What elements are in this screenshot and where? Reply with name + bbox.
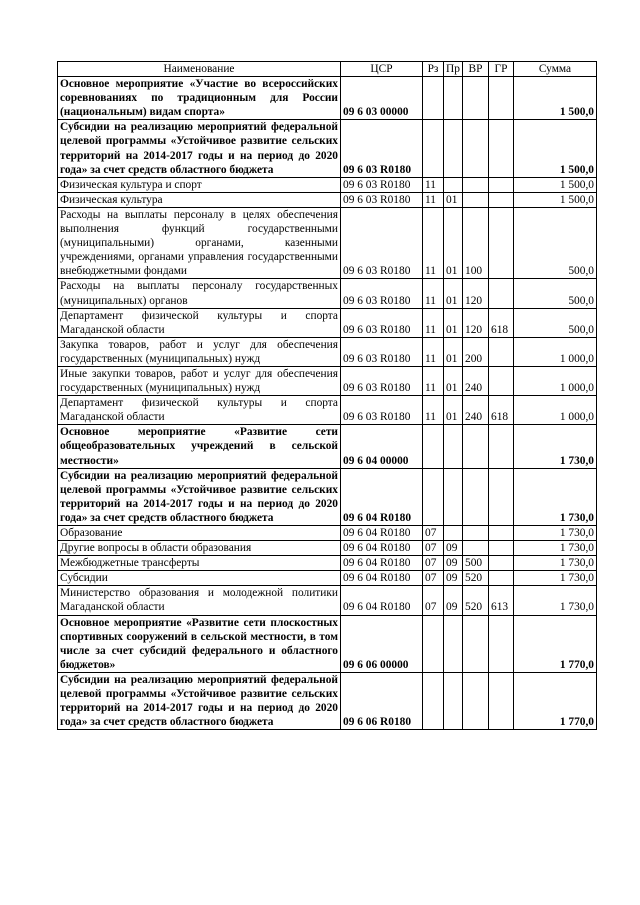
header-pr: Пр — [444, 62, 463, 77]
cell-vr: 520 — [463, 571, 489, 586]
cell-name: Другие вопросы в области образования — [58, 541, 341, 556]
cell-pr: 01 — [444, 337, 463, 366]
table-body — [58, 77, 597, 730]
table-row — [58, 337, 597, 366]
cell-rz: 11 — [423, 192, 444, 207]
cell-pr: 01 — [444, 207, 463, 278]
table-row — [58, 396, 597, 425]
cell-vr — [463, 672, 489, 729]
cell-csr: 09 6 04 R0180 — [341, 526, 423, 541]
cell-csr: 09 6 03 00000 — [341, 77, 423, 120]
cell-csr: 09 6 03 R0180 — [341, 120, 423, 177]
table-row — [58, 366, 597, 395]
cell-vr — [463, 615, 489, 672]
cell-sum: 1 000,0 — [514, 337, 597, 366]
cell-pr — [444, 468, 463, 525]
cell-gr — [489, 556, 514, 571]
cell-sum: 1 770,0 — [514, 672, 597, 729]
cell-csr: 09 6 04 R0180 — [341, 586, 423, 615]
cell-sum: 1 770,0 — [514, 615, 597, 672]
cell-sum: 1 000,0 — [514, 366, 597, 395]
table-header-row — [58, 62, 597, 77]
cell-pr — [444, 615, 463, 672]
cell-name: Закупка товаров, работ и услуг для обеспечения государственных (муниципальных) нужд — [58, 337, 341, 366]
cell-csr: 09 6 03 R0180 — [341, 192, 423, 207]
cell-vr: 120 — [463, 308, 489, 337]
cell-rz — [423, 77, 444, 120]
cell-gr — [489, 672, 514, 729]
cell-pr: 09 — [444, 571, 463, 586]
cell-pr — [444, 77, 463, 120]
cell-vr: 120 — [463, 279, 489, 308]
cell-csr: 09 6 04 R0180 — [341, 556, 423, 571]
cell-rz — [423, 425, 444, 468]
cell-csr: 09 6 04 R0180 — [341, 468, 423, 525]
table-row — [58, 672, 597, 729]
table-row — [58, 120, 597, 177]
cell-csr: 09 6 03 R0180 — [341, 366, 423, 395]
cell-gr — [489, 526, 514, 541]
cell-sum: 1 730,0 — [514, 468, 597, 525]
cell-vr — [463, 177, 489, 192]
cell-sum: 500,0 — [514, 308, 597, 337]
cell-pr: 01 — [444, 366, 463, 395]
cell-pr: 01 — [444, 396, 463, 425]
cell-name: Расходы на выплаты персоналу государственных (муниципальных) органов — [58, 279, 341, 308]
cell-name: Основное мероприятие «Развитие сети общеобразовательных учреждений в сельской местности» — [58, 425, 341, 468]
table-row — [58, 586, 597, 615]
cell-name: Иные закупки товаров, работ и услуг для обеспечения государственных (муниципальных) нужд — [58, 366, 341, 395]
cell-gr — [489, 192, 514, 207]
table-row — [58, 192, 597, 207]
table-row — [58, 177, 597, 192]
cell-pr: 09 — [444, 556, 463, 571]
cell-rz — [423, 120, 444, 177]
cell-pr — [444, 526, 463, 541]
cell-gr — [489, 207, 514, 278]
table-row — [58, 541, 597, 556]
cell-rz: 11 — [423, 366, 444, 395]
cell-name: Департамент физической культуры и спорта Магаданской области — [58, 308, 341, 337]
cell-name: Департамент физической культуры и спорта Магаданской области — [58, 396, 341, 425]
cell-sum: 1 000,0 — [514, 396, 597, 425]
cell-gr — [489, 77, 514, 120]
cell-vr: 240 — [463, 366, 489, 395]
cell-rz — [423, 672, 444, 729]
cell-sum: 500,0 — [514, 207, 597, 278]
cell-csr: 09 6 04 R0180 — [341, 541, 423, 556]
cell-gr — [489, 337, 514, 366]
table-row — [58, 615, 597, 672]
cell-vr — [463, 425, 489, 468]
header-name: Наименование — [58, 62, 341, 77]
cell-name: Субсидии на реализацию мероприятий федеральной целевой программы «Устойчивое развитие сельских территорий на 2014-2017 годы и на период до 2020 года» за счет средств областного бюджета — [58, 672, 341, 729]
cell-name: Межбюджетные трансферты — [58, 556, 341, 571]
cell-rz: 07 — [423, 586, 444, 615]
cell-csr: 09 6 03 R0180 — [341, 396, 423, 425]
cell-pr: 09 — [444, 541, 463, 556]
cell-gr — [489, 541, 514, 556]
cell-sum: 1 730,0 — [514, 425, 597, 468]
header-sum: Сумма — [514, 62, 597, 77]
cell-csr: 09 6 06 R0180 — [341, 672, 423, 729]
cell-gr: 618 — [489, 396, 514, 425]
cell-gr — [489, 366, 514, 395]
cell-gr — [489, 279, 514, 308]
cell-sum: 1 500,0 — [514, 77, 597, 120]
cell-name: Субсидии на реализацию мероприятий федеральной целевой программы «Устойчивое развитие сельских территорий на 2014-2017 годы и на период до 2020 года» за счет средств областного бюджета — [58, 120, 341, 177]
cell-name: Субсидии — [58, 571, 341, 586]
cell-pr: 01 — [444, 192, 463, 207]
cell-vr — [463, 526, 489, 541]
cell-csr: 09 6 03 R0180 — [341, 337, 423, 366]
cell-pr: 01 — [444, 308, 463, 337]
cell-vr: 520 — [463, 586, 489, 615]
table-row — [58, 207, 597, 278]
cell-name: Субсидии на реализацию мероприятий федеральной целевой программы «Устойчивое развитие сельских территорий на 2014-2017 годы и на период до 2020 года» за счет средств областного бюджета — [58, 468, 341, 525]
cell-csr: 09 6 03 R0180 — [341, 177, 423, 192]
cell-pr: 01 — [444, 279, 463, 308]
cell-csr: 09 6 06 00000 — [341, 615, 423, 672]
cell-rz: 11 — [423, 207, 444, 278]
cell-pr — [444, 672, 463, 729]
cell-name: Основное мероприятие «Участие во всероссийских соревнованиях по традиционным для России (национальным) видам спорта» — [58, 77, 341, 120]
cell-sum: 1 500,0 — [514, 177, 597, 192]
cell-vr — [463, 120, 489, 177]
cell-rz: 07 — [423, 526, 444, 541]
cell-gr — [489, 120, 514, 177]
cell-csr: 09 6 03 R0180 — [341, 308, 423, 337]
cell-pr — [444, 177, 463, 192]
cell-vr — [463, 541, 489, 556]
cell-sum: 500,0 — [514, 279, 597, 308]
table-row — [58, 77, 597, 120]
cell-rz — [423, 615, 444, 672]
cell-gr — [489, 425, 514, 468]
cell-name: Расходы на выплаты персоналу в целях обеспечения выполнения функций государственными (муниципальными) органами, казенными учреждениями, органами управления государственными внебюджетными фондами — [58, 207, 341, 278]
cell-rz: 11 — [423, 308, 444, 337]
cell-csr: 09 6 03 R0180 — [341, 279, 423, 308]
cell-vr: 500 — [463, 556, 489, 571]
cell-sum: 1 730,0 — [514, 541, 597, 556]
cell-name: Образование — [58, 526, 341, 541]
cell-sum: 1 500,0 — [514, 120, 597, 177]
cell-name: Основное мероприятие «Развитие сети плоскостных спортивных сооружений в сельской местности, в том числе за счет субсидий федерального и областного бюджетов» — [58, 615, 341, 672]
budget-table — [57, 61, 597, 730]
cell-pr — [444, 120, 463, 177]
cell-sum: 1 730,0 — [514, 586, 597, 615]
cell-vr — [463, 192, 489, 207]
cell-pr — [444, 425, 463, 468]
cell-rz: 11 — [423, 279, 444, 308]
cell-sum: 1 730,0 — [514, 556, 597, 571]
cell-gr: 613 — [489, 586, 514, 615]
cell-name: Физическая культура — [58, 192, 341, 207]
cell-pr: 09 — [444, 586, 463, 615]
cell-gr — [489, 177, 514, 192]
cell-vr: 240 — [463, 396, 489, 425]
cell-sum: 1 730,0 — [514, 526, 597, 541]
cell-vr: 100 — [463, 207, 489, 278]
cell-gr — [489, 615, 514, 672]
header-rz: Рз — [423, 62, 444, 77]
cell-name: Физическая культура и спорт — [58, 177, 341, 192]
table-row — [58, 526, 597, 541]
cell-rz: 07 — [423, 556, 444, 571]
table-row — [58, 468, 597, 525]
header-vr: ВР — [463, 62, 489, 77]
cell-gr — [489, 571, 514, 586]
header-csr: ЦСР — [341, 62, 423, 77]
cell-rz: 07 — [423, 571, 444, 586]
cell-vr — [463, 468, 489, 525]
cell-rz: 11 — [423, 177, 444, 192]
table-row — [58, 308, 597, 337]
table-row — [58, 571, 597, 586]
table-row — [58, 279, 597, 308]
cell-vr: 200 — [463, 337, 489, 366]
cell-rz: 11 — [423, 396, 444, 425]
cell-vr — [463, 77, 489, 120]
cell-rz: 11 — [423, 337, 444, 366]
cell-rz — [423, 468, 444, 525]
cell-sum: 1 730,0 — [514, 571, 597, 586]
header-gr: ГР — [489, 62, 514, 77]
cell-sum: 1 500,0 — [514, 192, 597, 207]
cell-csr: 09 6 04 R0180 — [341, 571, 423, 586]
table-row — [58, 556, 597, 571]
cell-csr: 09 6 03 R0180 — [341, 207, 423, 278]
cell-name: Министерство образования и молодежной политики Магаданской области — [58, 586, 341, 615]
cell-gr: 618 — [489, 308, 514, 337]
cell-gr — [489, 468, 514, 525]
table-row — [58, 425, 597, 468]
cell-rz: 07 — [423, 541, 444, 556]
cell-csr: 09 6 04 00000 — [341, 425, 423, 468]
